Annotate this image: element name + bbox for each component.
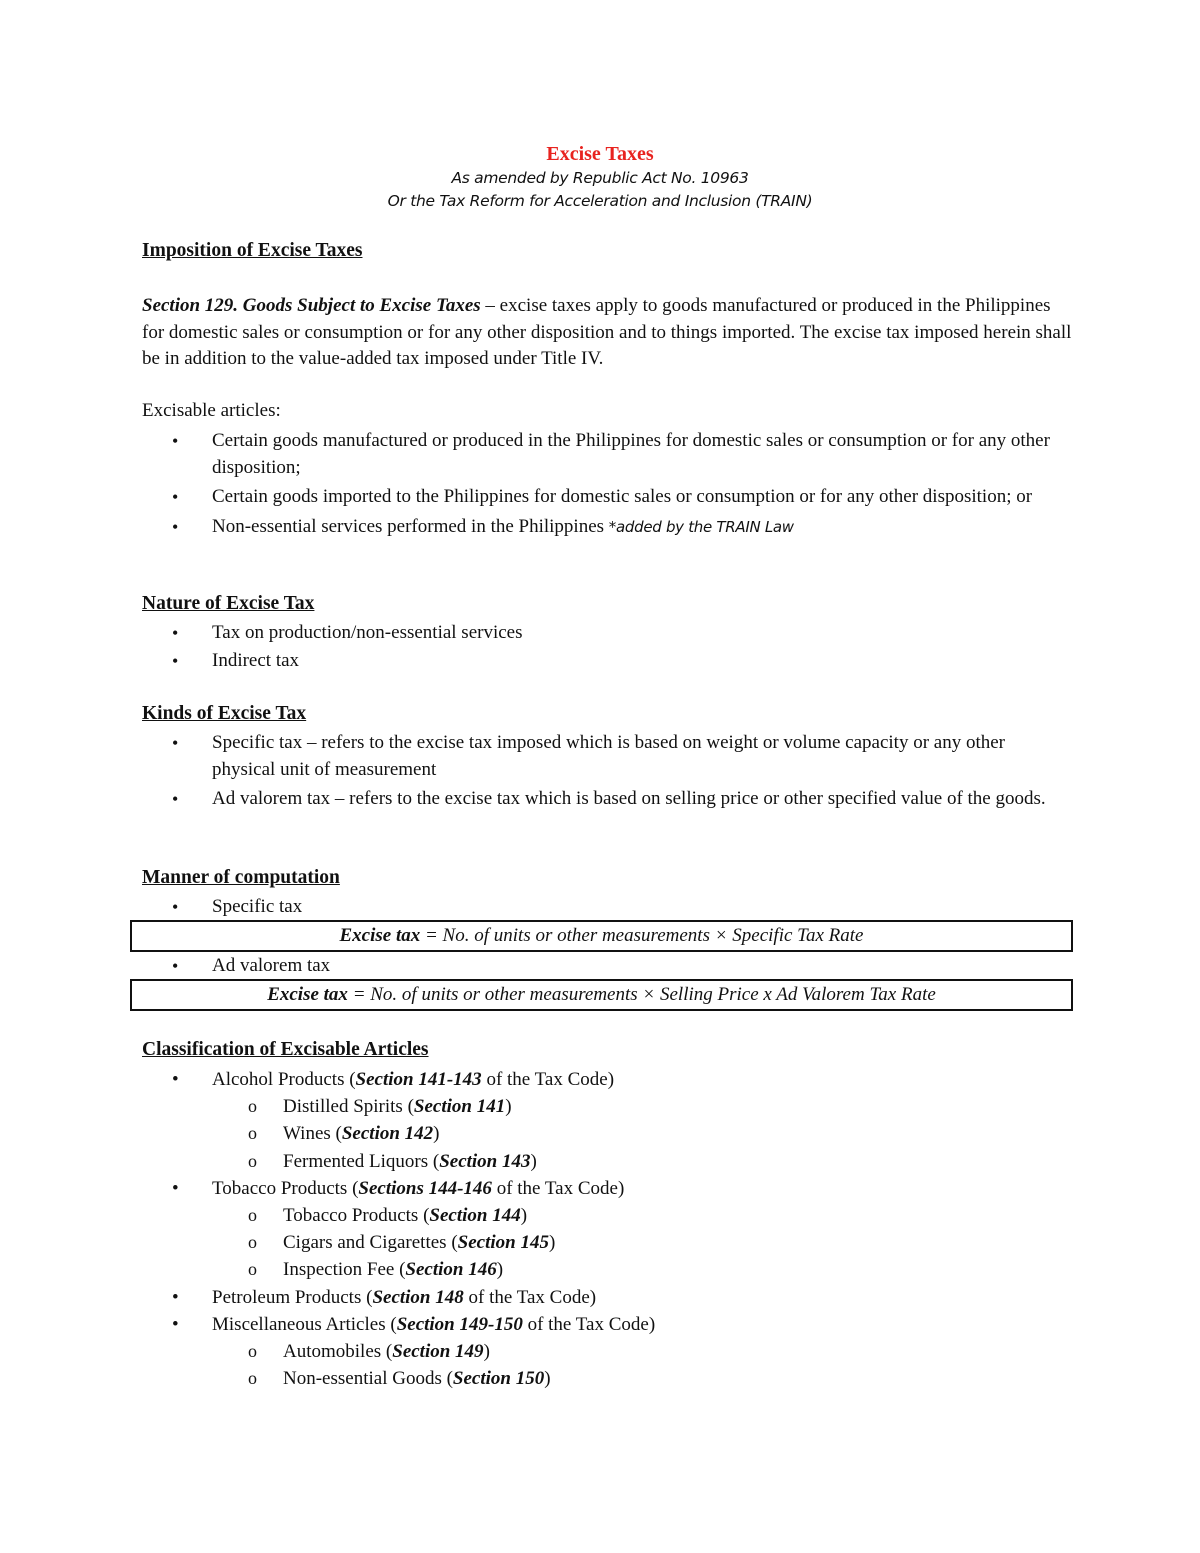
sub-bullet: o [248,1096,257,1117]
bullet: • [172,1069,179,1090]
sub-bullet: o [248,1204,257,1225]
list-item: o Inspection Fee (Section 146) [0,1256,1100,1283]
document-subtitle-train: Or the Tax Reform for Acceleration and Inclusion (TRAIN) [387,192,813,210]
bullet: • [172,733,179,753]
train-law-note: *added by the TRAIN Law [608,517,794,536]
excisable-articles-list [0,428,1100,540]
list-item: o Tobacco Products (Section 144) [0,1202,1100,1229]
heading-kinds: Kinds of Excise Tax [142,703,307,724]
bullet: • [172,897,179,917]
section-129-paragraph [142,293,1072,373]
list-item-tobacco: • Tobacco Products (Sections 144-146 of the Tax Code) [0,1175,1100,1202]
list-item: • Specific tax – refers to the excise tax imposed which is based on weight or volume capacity or any other physical unit of measurement [172,732,1005,780]
bullet: • [172,789,179,809]
sub-bullet: o [248,1259,257,1280]
sub-bullet: o [248,1123,257,1144]
sub-bullet: o [248,1232,257,1253]
heading-computation: Manner of computation [142,867,340,888]
specific-tax-formula: Excise tax = No. of units or other measurements × Specific Tax Rate [130,920,1073,952]
heading-classification: Classification of Excisable Articles [142,1039,429,1060]
bullet: • [172,956,179,976]
bullet: • [172,516,179,537]
list-item: • Specific tax [0,894,1062,921]
computation-advalorem [0,953,1100,980]
bullet: • [172,1286,179,1308]
sub-bullet: o [248,1368,257,1389]
list-item-miscellaneous: • Miscellaneous Articles (Section 149-150 of the Tax Code) [0,1311,1100,1338]
kinds-list [0,730,1100,813]
classification-list [0,1066,1100,1392]
ad-valorem-tax-formula: Excise tax = No. of units or other measurements × Selling Price x Ad Valorem Tax Rate [130,979,1073,1011]
sub-bullet: o [248,1150,257,1171]
list-item: o Cigars and Cigarettes (Section 145) [0,1229,1100,1256]
heading-imposition: Imposition of Excise Taxes [142,240,363,261]
section-129-label: Section 129. Goods Subject to Excise Taxes [142,295,481,316]
list-item: • Tax on production/non-essential services [0,620,1062,647]
document-subtitle-amendment: As amended by Republic Act No. 10963 [451,169,749,187]
list-item: • Certain goods manufactured or produced in the Philippines for domestic sales or consumption or for any other disposition; [172,430,1050,478]
nature-list [0,620,1100,675]
bullet: • [172,431,179,451]
bullet: • [172,1313,179,1335]
bullet: • [172,487,179,507]
list-item: • Non-essential services performed in the Philippines *added by the TRAIN Law [0,514,1062,541]
list-item: o Non-essential Goods (Section 150) [0,1365,1100,1392]
bullet: • [172,623,179,643]
list-item: • Indirect tax [0,648,1062,675]
list-item-alcohol: • Alcohol Products (Section 141-143 of the Tax Code) [0,1066,1100,1093]
sub-bullet: o [248,1340,257,1361]
bullet: • [172,651,179,671]
list-item: • Ad valorem tax [0,953,1062,980]
list-item: o Wines (Section 142) [0,1120,1100,1147]
excisable-articles-label: Excisable articles: [142,400,281,421]
list-item: • Certain goods imported to the Philippines for domestic sales or consumption or for any other disposition; or [0,484,1062,511]
list-item: • Ad valorem tax – refers to the excise tax which is based on selling price or other specified value of the goods. [0,786,1062,813]
list-item: o Fermented Liquors (Section 143) [0,1148,1100,1175]
section-129-text: – excise taxes apply to goods manufactured or produced in the Philippines for domestic sales or consumption or for any other disposition and to things imported. The excise tax imposed herein shall be in addition to the value-added tax imposed under Title IV. [142,295,1072,369]
list-item: o Distilled Spirits (Section 141) [0,1093,1100,1120]
document-title: Excise Taxes [546,143,654,165]
bullet: • [172,1177,179,1199]
list-item: o Automobiles (Section 149) [0,1338,1100,1365]
heading-nature: Nature of Excise Tax [142,593,315,614]
computation-specific [0,894,1100,921]
list-item-petroleum: • Petroleum Products (Section 148 of the Tax Code) [0,1284,1100,1311]
